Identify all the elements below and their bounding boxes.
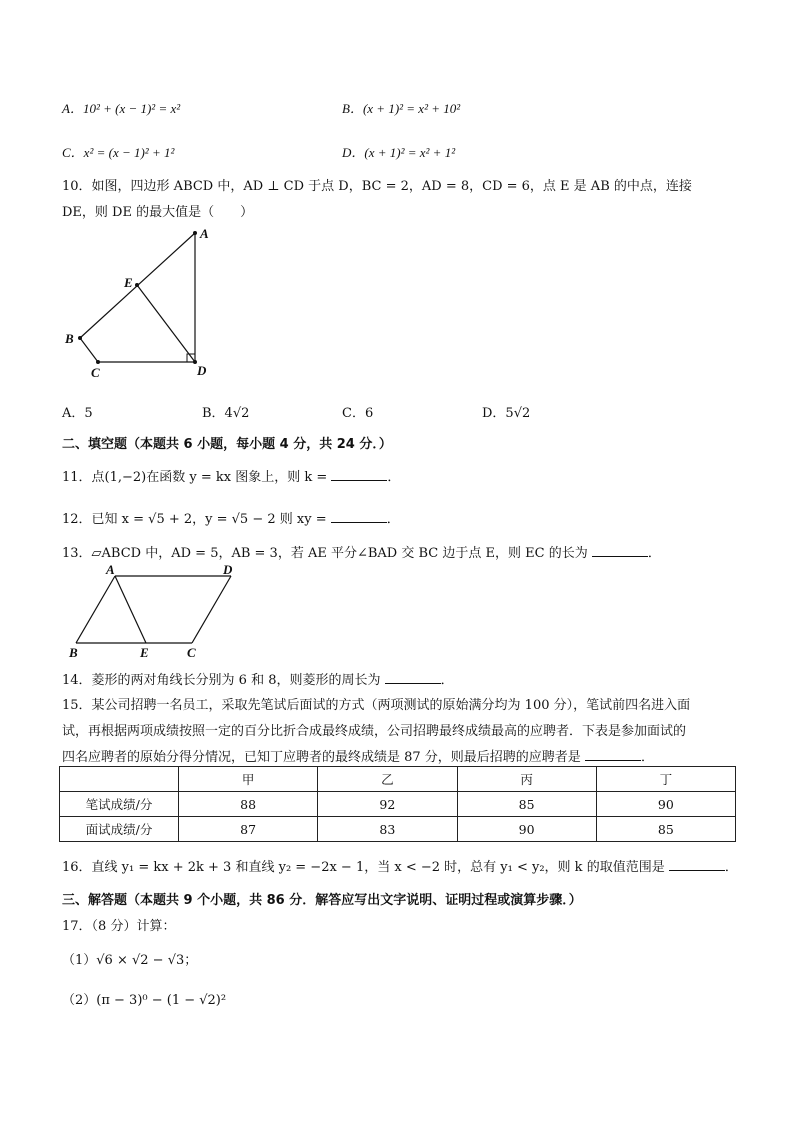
q15-answer-blank[interactable]	[585, 748, 641, 761]
q13-answer-blank[interactable]	[592, 544, 648, 557]
table-cell: 92	[318, 792, 457, 817]
q9-option-b: B．(x + 1)² = x² + 10²	[342, 101, 461, 116]
table-cell: 85	[596, 817, 735, 842]
q13-text: 13．▱ABCD 中，AD = 5，AB = 3，若 AE 平分∠BAD 交 BC 边于点 E，则 EC 的长为	[62, 546, 588, 561]
q12-answer-blank[interactable]	[331, 510, 387, 523]
table-header-row	[60, 767, 736, 792]
q13-parallelogram-figure	[60, 563, 250, 663]
table-cell: 87	[179, 817, 318, 842]
segment-dc	[192, 576, 231, 643]
label-e: E	[140, 645, 149, 660]
q13	[62, 542, 661, 561]
label-c: C	[91, 365, 100, 380]
q12-end: ．	[386, 512, 400, 527]
q14-end: ．	[440, 673, 454, 688]
q10-option-d: D．5√2	[482, 406, 531, 421]
table-header-cell: 丙	[457, 767, 596, 792]
q15-score-table	[59, 766, 736, 842]
q10-option-a: A．5	[62, 406, 93, 421]
point-c-dot	[96, 360, 100, 364]
q17-part2: （2）(π − 3)⁰ − (1 − √2)²	[62, 993, 227, 1008]
label-b: B	[69, 645, 78, 660]
label-a: A	[106, 563, 115, 577]
q14	[62, 669, 454, 688]
q12	[62, 508, 400, 527]
q11	[62, 466, 400, 485]
label-e: E	[124, 275, 133, 290]
table-header-cell	[60, 767, 179, 792]
section-2-heading: 二、填空题（本题共 6 小题，每小题 4 分，共 24 分．）	[62, 437, 392, 452]
label-a: A	[200, 226, 209, 241]
table-cell: 85	[457, 792, 596, 817]
table-cell: 83	[318, 817, 457, 842]
q14-text: 14．菱形的两对角线长分别为 6 和 8，则菱形的周长为	[62, 673, 381, 688]
label-c: C	[187, 645, 196, 660]
q15-line3-text: 四名应聘者的原始分得分情况，已知丁应聘者的最终成绩是 87 分，则最后招聘的应聘者是	[62, 750, 581, 765]
q11-text: 11．点(1,−2)在函数 y = kx 图象上，则 k =	[62, 470, 328, 485]
q16-text: 16．直线 y₁ = kx + 2k + 3 和直线 y₂ = −2x − 1，当 x < −2 时，总有 y₁ < y₂，则 k 的取值范围是	[62, 860, 665, 875]
q10-quadrilateral-figure	[60, 225, 220, 385]
q9-option-a: A．10² + (x − 1)² = x²	[62, 101, 181, 116]
label-b: B	[65, 331, 74, 346]
segment-ae	[115, 576, 146, 643]
table-header-cell: 丁	[596, 767, 735, 792]
label-d: D	[197, 363, 207, 378]
q13-end: ．	[647, 546, 661, 561]
point-b-dot	[78, 336, 82, 340]
q10-stem-line1: 10．如图，四边形 ABCD 中，AD ⊥ CD 于点 D，BC = 2，AD = 8，CD = 6，点 E 是 AB 的中点，连接	[62, 179, 692, 194]
q16-answer-blank[interactable]	[669, 858, 725, 871]
table-header-cell: 乙	[318, 767, 457, 792]
q17-part1: （1）√6 × √2 − √3；	[62, 953, 198, 968]
point-e-dot	[135, 283, 139, 287]
q10-option-c: C．6	[342, 406, 374, 421]
q12-text: 12．已知 x = √5 + 2，y = √5 − 2 则 xy =	[62, 512, 327, 527]
section-3-heading: 三、解答题（本题共 9 个小题，共 86 分．解答应写出文字说明、证明过程或演算步骤．）	[62, 893, 582, 908]
q10-option-b: B．4√2	[202, 406, 250, 421]
q11-answer-blank[interactable]	[331, 468, 387, 481]
q17-title: 17．（8 分）计算：	[62, 919, 176, 934]
q16-end: ．	[724, 860, 738, 875]
q15-end: ．	[640, 750, 654, 765]
table-header-cell: 甲	[179, 767, 318, 792]
q14-answer-blank[interactable]	[385, 671, 441, 684]
segment-ab	[76, 576, 115, 643]
q9-option-c: C．x² = (x − 1)² + 1²	[62, 145, 175, 160]
table-cell: 笔试成绩/分	[60, 792, 179, 817]
table-cell: 88	[179, 792, 318, 817]
q10-stem-line2: DE，则 DE 的最大值是（ ）	[62, 205, 254, 220]
table-cell: 90	[457, 817, 596, 842]
q11-end: ．	[387, 470, 401, 485]
table-row	[60, 792, 736, 817]
table-cell: 90	[596, 792, 735, 817]
point-a-dot	[193, 231, 197, 235]
segment-de	[137, 285, 195, 362]
q15-line2: 试，再根据两项成绩按照一定的百分比折合成最终成绩，公司招聘最终成绩最高的应聘者．下表是参加面试的	[62, 724, 687, 739]
segment-bc	[80, 338, 98, 362]
table-row	[60, 817, 736, 842]
q15-line3	[62, 746, 654, 765]
q9-option-d: D．(x + 1)² = x² + 1²	[342, 145, 456, 160]
table-cell: 面试成绩/分	[60, 817, 179, 842]
q15-line1: 15．某公司招聘一名员工，采取先笔试后面试的方式（两项测试的原始满分均为 100 分），笔试前四名进入面	[62, 698, 691, 713]
label-d: D	[223, 563, 233, 577]
q16	[62, 856, 738, 875]
